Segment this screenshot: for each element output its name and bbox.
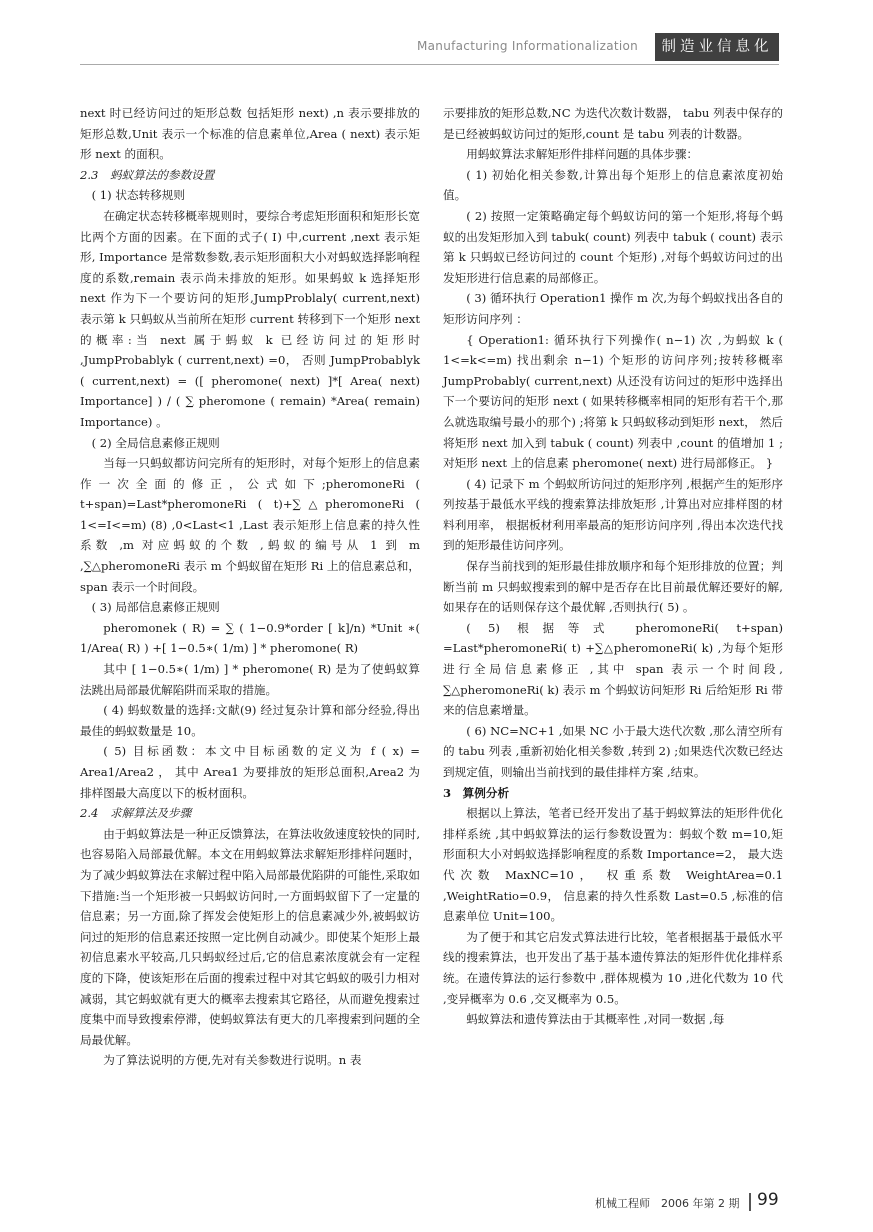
paragraph: 在确定状态转移概率规则时，要综合考虑矩形面积和矩形长宽比两个方面的因素。在下面的式子( Ⅰ) 中,current ,next 表示矩形, Importance 是常数参数,表示矩形面积大小对蚂蚁选择影响程度的系数,remain 表示尚未排放的矩形。如果蚂蚁 k 选择矩形 next 作为下一个要访问的矩形,JumpProblaly( current,next) 表示第 k 只蚂蚁从当前所在矩形 current 转移到下一个矩形 next 的概率:当 next 属于蚂蚁 k 已经访问过的矩形时 ,JumpProbablyk ( current,next) =0， 否则 JumpProbablyk ( current,next) = ([ pheromone( next) ]*[ Area( next) Importance] ) ∕ ( ∑ pheromone ( remain) *Area( remain) Importance) 。	[80, 208, 420, 429]
paragraph: 为了算法说明的方便,先对有关参数进行说明。n 表	[103, 1053, 362, 1068]
paragraph: ( 5) 根据等式 pheromoneRi( t+span) =Last*pheromoneRi( t) +∑△pheromoneRi( k) ,为每个矩形进行全局信息素修正 ,其中 span 表示一个时间段, ∑△pheromoneRi( k) 表示 m 个蚂蚁访问矩形 Ri 后给矩形 Ri 带来的信息素增量。	[443, 620, 783, 718]
header-divider	[80, 64, 779, 65]
paragraph: 保存当前找到的矩形最佳排放顺序和每个矩形排放的位置；判断当前 m 只蚂蚁搜索到的解中是否存在比目前最优解还要好的解,如果存在的话则保存这个最优解 ,否则执行( 5) 。	[443, 559, 783, 615]
paragraph: ( 6) NC=NC+1 ,如果 NC 小于最大迭代次数 ,那么清空所有的 tabu 列表 ,重新初始化相关参数 ,转到 2) ;如果迭代次数已经达到规定值，则输出当前找到的最佳排样方案 ,结束。	[443, 723, 783, 779]
section-heading: ( 1) 状态转移规则	[91, 188, 185, 203]
paragraph: 根据以上算法，笔者已经开发出了基于蚂蚁算法的矩形件优化排样系统 ,其中蚂蚁算法的运行参数设置为：蚂蚁个数 m=10,矩形面积大小对蚂蚁选择影响程度的系数 Importance=2， 最大迭代次数 MaxNC=10， 权重系数 WeightArea=0.1 ,WeightRatio=0.9， 信息素的持久性系数 Last=0.5 ,标准的信息素单位 Unit=100。	[443, 806, 783, 924]
footer-journal: 机械工程师 2006 年第 2 期	[595, 1197, 740, 1210]
paragraph: 由于蚂蚁算法是一种正反馈算法，在算法收敛速度较快的同时,也容易陷入局部最优解。本文在用蚂蚁算法求解矩形排样问题时，为了减少蚂蚁算法在求解过程中陷入局部最优陷阱的可能性,采取如下措施:当一个矩形被一只蚂蚁访问时,一方面蚂蚁留下了一定量的信息素；另一方面,除了挥发会使矩形上的信息素减少外,被蚂蚁访问过的矩形的信息素还按照一定比例自动减少。即使某个矩形上最初信息素水平较高,几只蚂蚁经过后,它的信息素浓度就会有一定程度的下降，使该矩形在后面的搜索过程中对其它蚂蚁的吸引力相对减弱，其它蚂蚁就有更大的概率去搜索其它路径，从而避免搜索过度集中而导致搜索停滞，使蚂蚁算法有更大的几率搜索到问题的全局最优解。	[80, 826, 420, 1047]
paragraph: ( 4) 蚂蚁数量的选择:文献(9) 经过复杂计算和部分经验,得出最佳的蚂蚁数量是 10。	[80, 703, 420, 738]
paragraph: ( 2) 按照一定策略确定每个蚂蚁访问的第一个矩形,将每个蚂蚁的出发矩形加入到 tabuk( count) 列表中 tabuk ( count) 表示第 k 只蚂蚁已经访问过的 count 个矩形) ,对每个蚂蚁访问过的出发矩形进行信息素的局部修正。	[443, 208, 783, 285]
paragraph: ( 4) 记录下 m 个蚂蚁所访问过的矩形序列 ,根据产生的矩形序列按基于最低水平线的搜索算法排放矩形 ,计算出对应排样图的材料利用率， 根据板材利用率最高的矩形访问序列 ,得出本次迭代找到的矩形最佳访问序列。	[443, 476, 783, 553]
right-column	[443, 103, 783, 1030]
paragraph: 示要排放的矩形总数,NC 为迭代次数计数器， tabu 列表中保存的是已经被蚂蚁访问过的矩形,count 是 tabu 列表的计数器。	[443, 106, 783, 141]
paragraph: 当每一只蚂蚁都访问完所有的矩形时，对每个矩形上的信息素作一次全面的修正，公式如下;pheromoneRi ( t+span)=Last*pheromoneRi ( t)+∑△pheromoneRi ( 1<=I<=m) (8) ,0<Last<1 ,Last 表示矩形上信息素的持久性系数 ,m 对应蚂蚁的个数 ,蚂蚁的编号从 1 到 m ,∑△pheromoneRi 表示 m 个蚂蚁留在矩形 Ri 上的信息素总和， span 表示一个时间段。	[80, 456, 420, 594]
left-column	[80, 103, 420, 1071]
paragraph: ( 3) 循环执行 Operation1 操作 m 次,为每个蚂蚁找出各自的矩形访问序列 ：	[443, 291, 783, 326]
header-section-label: 制造业信息化	[655, 33, 779, 61]
section-heading: ( 2) 全局信息素修正规则	[91, 435, 220, 450]
paragraph: { Operation1: 循环执行下列操作( n−1) 次 ,为蚂蚁 k ( 1<=k<=m) 找出剩余 n−1) 个矩形的访问序列;按转移概率 JumpProbably( current,next) 从还没有访问过的矩形中选择出下一个要访问的矩形 next ( 如果转移概率相同的矩形有若干个,那么就选取编号最小的那个) ;将第 k 只蚂蚁移动到矩形 next， 然后将矩形 next 加入到 tabuk ( count) 列表中 ,count 的值增加 1 ;对矩形 next 上的信息素 pheromone( next) 进行局部修正。 }	[443, 332, 783, 471]
paragraph: 蚂蚁算法和遗传算法由于其概率性 ,对同一数据 ,每	[466, 1012, 725, 1027]
header-english-title: Manufacturing Informationalization	[417, 39, 639, 53]
paragraph: 用蚂蚁算法求解矩形件排样问题的具体步骤：	[466, 147, 699, 162]
section-heading: 2.4 求解算法及步骤	[80, 806, 192, 821]
page-number: 99	[757, 1190, 779, 1210]
paragraph: ( 5) 目标函数：本文中目标函数的定义为 f ( x) = Area1/Area2 ， 其中 Area1 为要排放的矩形总面积,Area2 为排样图最大高度以下的板材面积。	[80, 744, 420, 800]
section-heading: 3 算例分析	[443, 785, 510, 800]
paragraph: 为了便于和其它启发式算法进行比较，笔者根据基于最低水平线的搜索算法，也开发出了基于基本遗传算法的矩形件优化排样系统。在遗传算法的运行参数中 ,群体规模为 10 ,进化代数为 10 代 ,变异概率为 0.6 ,交叉概率为 0.5。	[443, 929, 783, 1006]
paragraph: pheromonek ( R) = ∑ ( 1−0.9*order [ k]/n) *Unit ∗( 1/Area( R) ) +[ 1−0.5∗( 1/m) ] * pheromone( R)	[80, 620, 420, 656]
paragraph: ( 1) 初始化相关参数,计算出每个矩形上的信息素浓度初始值。	[443, 167, 783, 203]
section-heading: ( 3) 局部信息素修正规则	[91, 600, 220, 615]
footer-divider	[749, 1193, 751, 1211]
paragraph: next 时已经访问过的矩形总数 包括矩形 next) ,n 表示要排放的矩形总数,Unit 表示一个标准的信息素单位,Area ( next) 表示矩形 next 的面积。	[80, 106, 420, 162]
section-heading: 2.3 蚂蚁算法的参数设置	[80, 167, 215, 182]
paragraph: 其中 [ 1−0.5∗( 1/m) ] * pheromone( R) 是为了使蚂蚁算法跳出局部最优解陷阱而采取的措施。	[80, 662, 420, 697]
